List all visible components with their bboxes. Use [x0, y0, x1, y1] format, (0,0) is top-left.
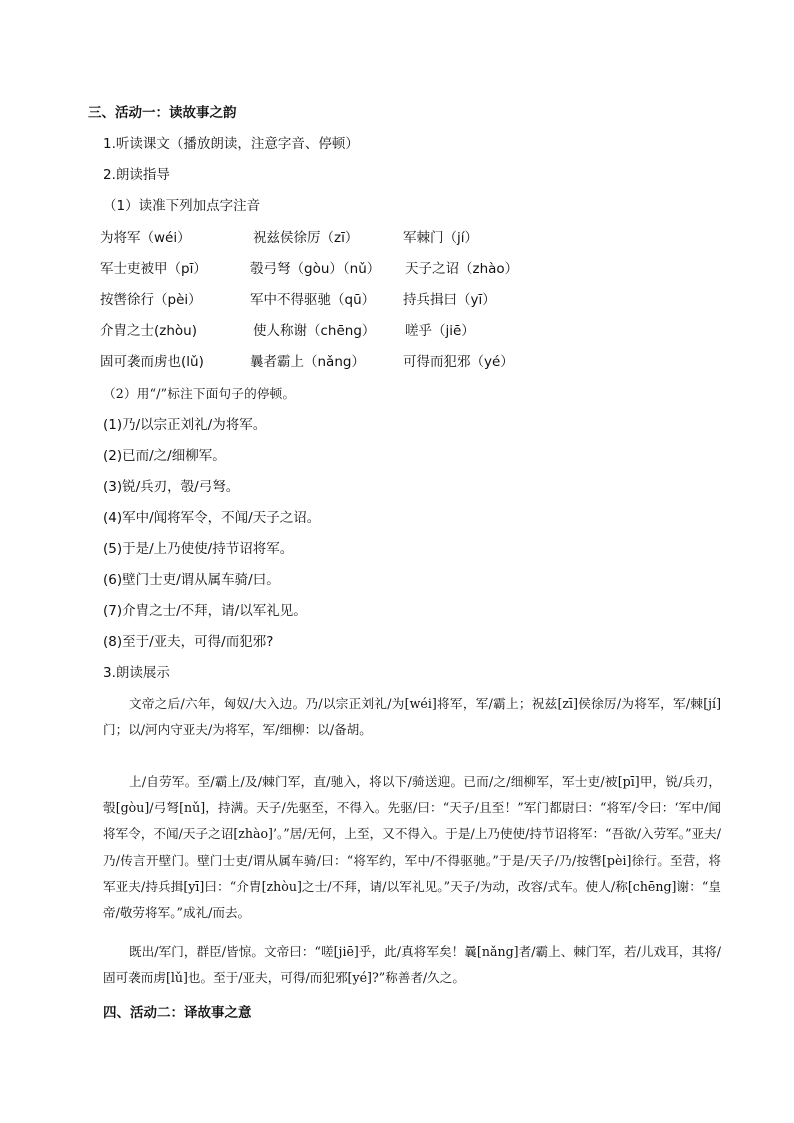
- pronunciation-cell: 军棘门（jí）: [403, 230, 479, 246]
- pronunciation-cell: 祝兹侯徐厉（zī）: [253, 230, 359, 246]
- pause-sentence: (5)于是/上乃使使/持节诏将军。: [103, 541, 294, 557]
- pronunciation-cell: 持兵揖曰（yī）: [403, 292, 496, 308]
- pronunciation-cell: 军中不得驱驰（qū）: [250, 292, 376, 308]
- pronunciation-cell: 按辔徐行（pèi）: [100, 292, 202, 308]
- pronunciation-cell: 曩者霸上（nǎng）: [250, 354, 365, 370]
- step-1-listen: 1.听读课文（播放朗读，注意字音、停顿）: [103, 136, 359, 152]
- pronunciation-cell: 固可袭而虏也(lǔ): [100, 354, 204, 370]
- section-4-heading: 四、活动二：译故事之意: [103, 1005, 252, 1021]
- pause-sentence: (3)锐/兵刃，彀/弓弩。: [103, 479, 240, 495]
- passage-paragraph: 文帝之后/六年，匈奴/大入边。乃/以宗正刘礼/为[wéi]将军，军/霸上；祝兹[zī]侯徐厉/为将军，军/棘[jí]门；以/河内守亚夫/为将军，军/细柳：以/备胡。: [103, 696, 721, 738]
- pause-sentence: (6)壁门士吏/谓从属车骑/曰。: [103, 572, 280, 588]
- sub-task-2-pauses: （2）用“/”标注下面句子的停顿。: [103, 386, 296, 401]
- step-3-reading-show: 3.朗读展示: [103, 665, 170, 681]
- pronunciation-cell: 介胄之士(zhòu): [100, 323, 197, 339]
- pronunciation-cell: 可得而犯邪（yé）: [403, 354, 514, 370]
- section-3-heading: 三、活动一：读故事之韵: [88, 105, 237, 121]
- sub-task-1-pronunciation: （1）读准下列加点字注音: [103, 198, 261, 214]
- passage-paragraph: 既出/军门，群臣/皆惊。文帝曰：“嗟[jiē]乎，此/真将军矣！曩[nǎng]者/霸上、棘门军，若/儿戏耳，其将/固可袭而虏[lǔ]也。至于/亚夫，可得/而犯邪[yé]?”称善者/久之。: [103, 944, 721, 986]
- pause-sentence: (2)已而/之/细柳军。: [103, 448, 226, 464]
- pronunciation-cell: 嗟乎（jiē）: [405, 323, 475, 339]
- pronunciation-cell: 天子之诏（zhào）: [405, 261, 519, 277]
- pause-sentence: (1)乃/以宗正刘礼/为将军。: [103, 417, 267, 433]
- pronunciation-cell: 使人称谢（chēng）: [253, 323, 376, 339]
- pause-sentence: (8)至于/亚夫，可得/而犯邪?: [103, 634, 274, 650]
- pause-sentence: (7)介胄之士/不拜，请/以军礼见。: [103, 603, 307, 619]
- pronunciation-cell: 为将军（wéi）: [100, 230, 191, 246]
- passage-paragraph: 上/自劳军。至/霸上/及/棘门军，直/驰入，将以下/骑送迎。已而/之/细柳军，军士吏/被[pī]甲，锐/兵刃，彀[gòu]/弓弩[nǔ]，持满。天子/先驱至，不得入。先驱/曰：“天子/且至！”军门都尉曰：“将军/令曰：‘军中/闻将军令，不闻/天子之诏[zhào]’。”居/无何，上至，又不得入。于是/上乃使使/持节诏将军：“吾欲/入劳军。”亚夫/乃/传言开壁门。壁门士吏/谓从属车骑/曰：“将军约，军中/不得驱驰。”于是/天子/乃/按辔[pèi]徐行。至营，将军亚夫/持兵揖[yī]曰：“介胄[zhòu]之士/不拜，请/以军礼见。”天子/为动，改容/式车。使人/称[chēng]谢：“皇帝/敬劳将军。”成礼/而去。: [103, 774, 721, 921]
- step-2-guidance: 2.朗读指导: [103, 167, 170, 183]
- pause-sentence: (4)军中/闻将军令，不闻/天子之诏。: [103, 510, 321, 526]
- pronunciation-cell: 彀弓弩（gòu）（nǔ）: [250, 261, 381, 277]
- pronunciation-cell: 军士吏被甲（pī）: [100, 261, 207, 277]
